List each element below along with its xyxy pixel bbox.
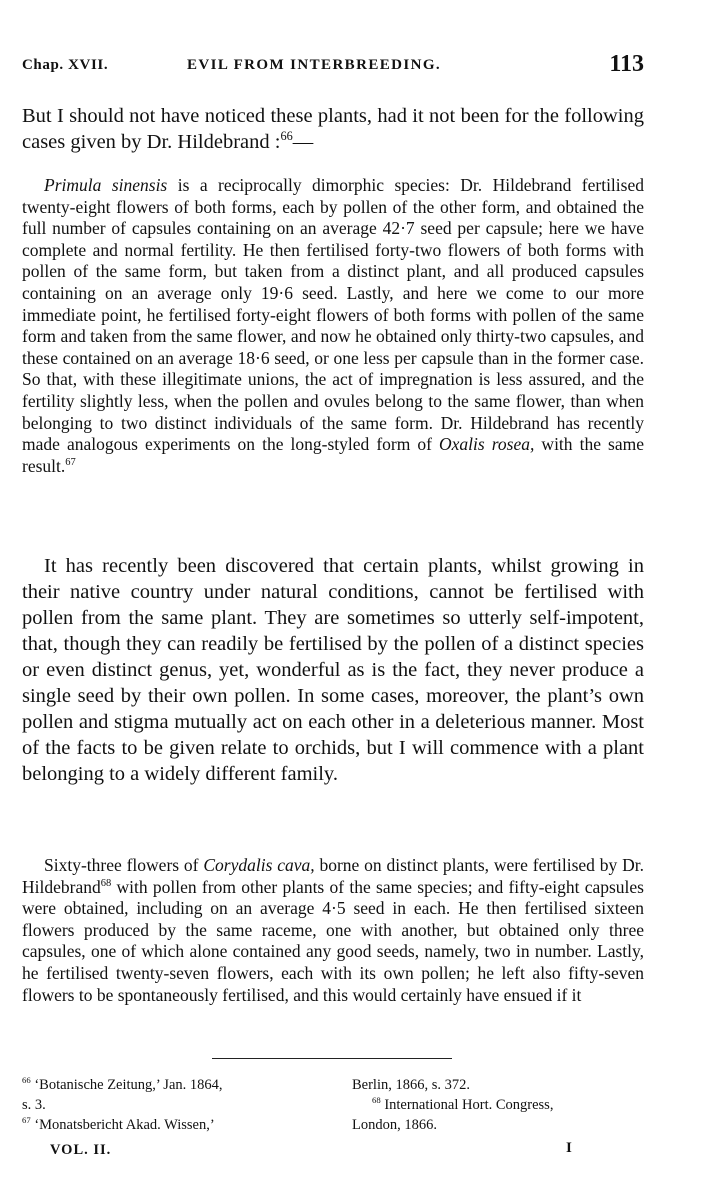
- footnote-67: [22, 1115, 215, 1135]
- running-header: [22, 51, 644, 81]
- paragraph-text-end: with the same result.: [22, 434, 644, 476]
- paragraph-text: But I should not have noticed these plants, had it not been for the following cases given by Dr. Hildebrand :: [22, 105, 644, 153]
- dash: —: [292, 131, 314, 153]
- signature-mark: I: [566, 1140, 572, 1156]
- footnote-divider: [212, 1058, 452, 1059]
- footnote-text: ‘Botanische Zeitung,’ Jan. 1864,: [30, 1077, 223, 1093]
- species-name-primula: Primula sinensis: [44, 175, 168, 195]
- paragraph-text: Sixty-three flowers of: [44, 855, 204, 875]
- footnote-68-continuation: [352, 1115, 437, 1135]
- footnote-68: [372, 1095, 553, 1115]
- paragraph-self-impotent: [22, 553, 644, 787]
- species-name-corydalis: Corydalis cava,: [203, 855, 315, 875]
- page-number: 113: [609, 51, 644, 77]
- footnote-number: 68: [372, 1095, 381, 1106]
- volume-signature: VOL. II.: [50, 1142, 112, 1158]
- paragraph-intro: [22, 103, 644, 155]
- footnote-text: ‘Monatsbericht Akad. Wissen,’: [30, 1117, 215, 1133]
- footnote-number: 67: [22, 1115, 31, 1126]
- footnote-number: 66: [22, 1075, 31, 1086]
- footnote-text: International Hort. Congress,: [380, 1097, 554, 1113]
- paragraph-text-mid: borne on distinct plants, were fertilised by Dr. Hildebrand: [22, 855, 644, 897]
- footnote-text: s. 3.: [22, 1097, 46, 1113]
- footnote-ref-67: 67: [65, 456, 76, 468]
- footnote-ref-66: 66: [280, 129, 293, 144]
- footnote-66: [22, 1075, 223, 1095]
- species-name-oxalis: Oxalis rosea,: [439, 434, 535, 455]
- chapter-label: Chap. XVII.: [22, 57, 109, 73]
- footnote-67-continuation: [352, 1075, 470, 1095]
- paragraph-text: is a reciprocally dimorphic species: Dr. Hildebrand fertilised twenty-eight flowers of both forms, each by pollen of the other form, and obtained the full number of capsules containing on an average 42·7 seed per capsule; here we have complete and normal fertility. He then fertilised forty-two flowers of both forms with pollen of the same form, but taken from a distinct plant, and all produced capsules containing on an average only 19·6 seed. Lastly, and here we come to our more immediate point, he fertilised forty-eight flowers of both forms with pollen of the same form and taken from the same flower, and now he obtained only thirty-two capsules, and these contained on an average 18·6 seed, or one less per capsule than in the former case. So that, with these illegitimate unions, the act of impregnation is less assured, and the fertility slightly less, when the pollen and ovules belong to the same flower, than when belonging to two distinct individuals of the same form. Dr. Hildebrand has recently made analogous experiments on the long-styled form of: [22, 175, 644, 455]
- footnote-66-continuation: [22, 1095, 46, 1115]
- paragraph-text: It has recently been discovered that certain plants, whilst growing in their native country under natural conditions, cannot be fertilised with pollen from the same plant. They are sometimes so utterly self-impotent, that, though they can readily be fertilised by the pollen of a distinct species or even distinct genus, yet, wonderful as is the fact, they never produce a single seed by their own pollen. In some cases, moreover, the plant’s own pollen and stigma mutually act on each other in a deleterious manner. Most of the facts to be given relate to orchids, but I will commence with a plant belonging to a widely different family.: [22, 555, 644, 785]
- footnote-ref-68: 68: [100, 877, 112, 889]
- paragraph-text-end: with pollen from other plants of the same species; and fifty-eight capsules were obtained, including on an average 4·5 seed in each. He then fertilised sixteen flowers produced by the same raceme, one with another, but obtained only three capsules, one of which alone contained any good seeds, namely, two in number. Lastly, he fertilised twenty-seven flowers, each with its own pollen; he left also fifty-seven flowers to be spontaneously fertilised, and this would certainly have ensued if it: [22, 876, 644, 1005]
- running-title: EVIL FROM INTERBREEDING.: [187, 57, 442, 73]
- footnote-text: Berlin, 1866, s. 372.: [352, 1077, 471, 1093]
- paragraph-primula: [22, 175, 644, 477]
- footnote-text: London, 1866.: [352, 1117, 437, 1133]
- paragraph-corydalis: [22, 855, 644, 1006]
